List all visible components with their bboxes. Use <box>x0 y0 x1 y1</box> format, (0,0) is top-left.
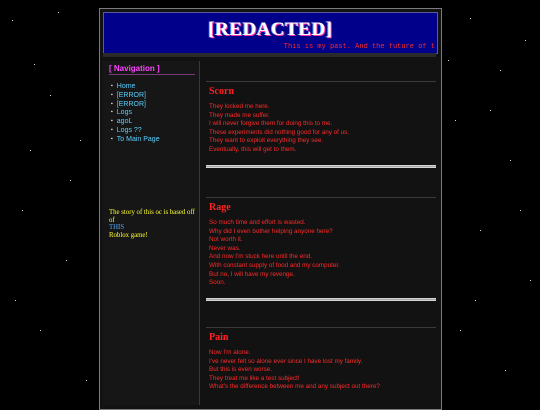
navigation-list <box>111 83 160 145</box>
text-line: But this is even worse. <box>209 366 272 374</box>
nav-link-home[interactable]: ▪ Home <box>111 83 160 92</box>
text-line: Now I'm alone. <box>209 349 251 356</box>
text-line: But no, I will have my revenge. <box>209 270 295 278</box>
star <box>500 70 501 71</box>
star <box>30 150 31 151</box>
text-line: They treat me like a test subject! <box>209 374 300 382</box>
text-line: They made me suffer. <box>209 111 270 119</box>
star <box>40 330 41 331</box>
star <box>460 330 461 331</box>
nav-link-error-1[interactable]: ▪ [ERROR] <box>111 92 160 101</box>
text-line: They want to exploit everything they see. <box>209 137 324 145</box>
star <box>66 260 67 261</box>
main-content <box>204 61 436 405</box>
star <box>448 60 449 61</box>
navigation-heading: [ Navigation ] <box>109 64 195 75</box>
star <box>50 95 51 96</box>
marquee-text: This is my past. And the future of t <box>283 43 435 51</box>
section-title: Pain <box>209 332 229 343</box>
text-line: Not worth it. <box>209 236 243 244</box>
section-divider <box>206 327 436 328</box>
section-divider <box>206 197 436 198</box>
nav-link-agol[interactable]: ▪ agoL <box>111 118 160 127</box>
star <box>525 40 526 41</box>
star <box>86 380 87 381</box>
site-title: [REDACTED] <box>208 19 333 40</box>
star <box>470 18 471 19</box>
header-banner <box>103 12 438 54</box>
star <box>455 120 456 121</box>
section-body <box>209 219 436 288</box>
text-line: I've never felt so alone ever since I have lost my family. <box>209 357 363 365</box>
section-body <box>209 103 436 155</box>
section-scorn <box>206 81 436 168</box>
star <box>12 20 13 21</box>
star <box>520 210 521 211</box>
nav-link-logs-2[interactable]: ▪ Logs ?? <box>111 127 160 136</box>
star <box>505 370 506 371</box>
section-title: Scorn <box>209 86 234 97</box>
text-line: Soon. <box>209 279 226 287</box>
header-divider <box>103 53 436 57</box>
text-line: Never was. <box>209 244 241 252</box>
text-line: So much time and effort is wasted. <box>209 219 306 226</box>
story-text: The story of this oc is based off of <box>109 209 195 224</box>
text-line: These experiments did nothing good for any of us. <box>209 128 350 136</box>
story-text-end: Roblox game! <box>109 231 148 239</box>
star <box>70 180 71 181</box>
page-frame <box>99 8 442 410</box>
star <box>15 300 16 301</box>
text-line: And now I'm stuck here until the end. <box>209 253 313 261</box>
star <box>530 280 531 281</box>
section-rage <box>206 197 436 301</box>
star <box>510 160 511 161</box>
star <box>22 210 23 211</box>
text-line: Eventually, this will get to them. <box>209 145 297 153</box>
section-body <box>209 349 436 392</box>
star <box>80 140 81 141</box>
text-line: With constant supply of food and my computer. <box>209 261 340 269</box>
text-line: What's the difference between me and any subject out there? <box>209 383 380 391</box>
section-bar <box>206 165 436 168</box>
star <box>480 230 481 231</box>
text-line: Why did I even bother helping anyone here? <box>209 227 333 235</box>
text-line: They locked me here. <box>209 103 270 110</box>
section-divider <box>206 81 436 82</box>
story-note <box>109 209 195 239</box>
nav-link-logs[interactable]: ▪ Logs <box>111 109 160 118</box>
section-title: Rage <box>209 202 231 213</box>
text-line: I will never forgive them for doing this to me. <box>209 120 333 128</box>
star <box>58 12 59 13</box>
star <box>475 300 476 301</box>
star <box>490 110 491 111</box>
section-pain <box>206 327 436 392</box>
star <box>34 64 35 65</box>
section-bar <box>206 298 436 301</box>
story-link[interactable]: THIS <box>109 224 125 232</box>
nav-link-main-page[interactable]: ▪ To Main Page <box>111 136 160 145</box>
sidebar <box>103 61 200 405</box>
nav-link-error-2[interactable]: ▪ [ERROR] <box>111 101 160 110</box>
